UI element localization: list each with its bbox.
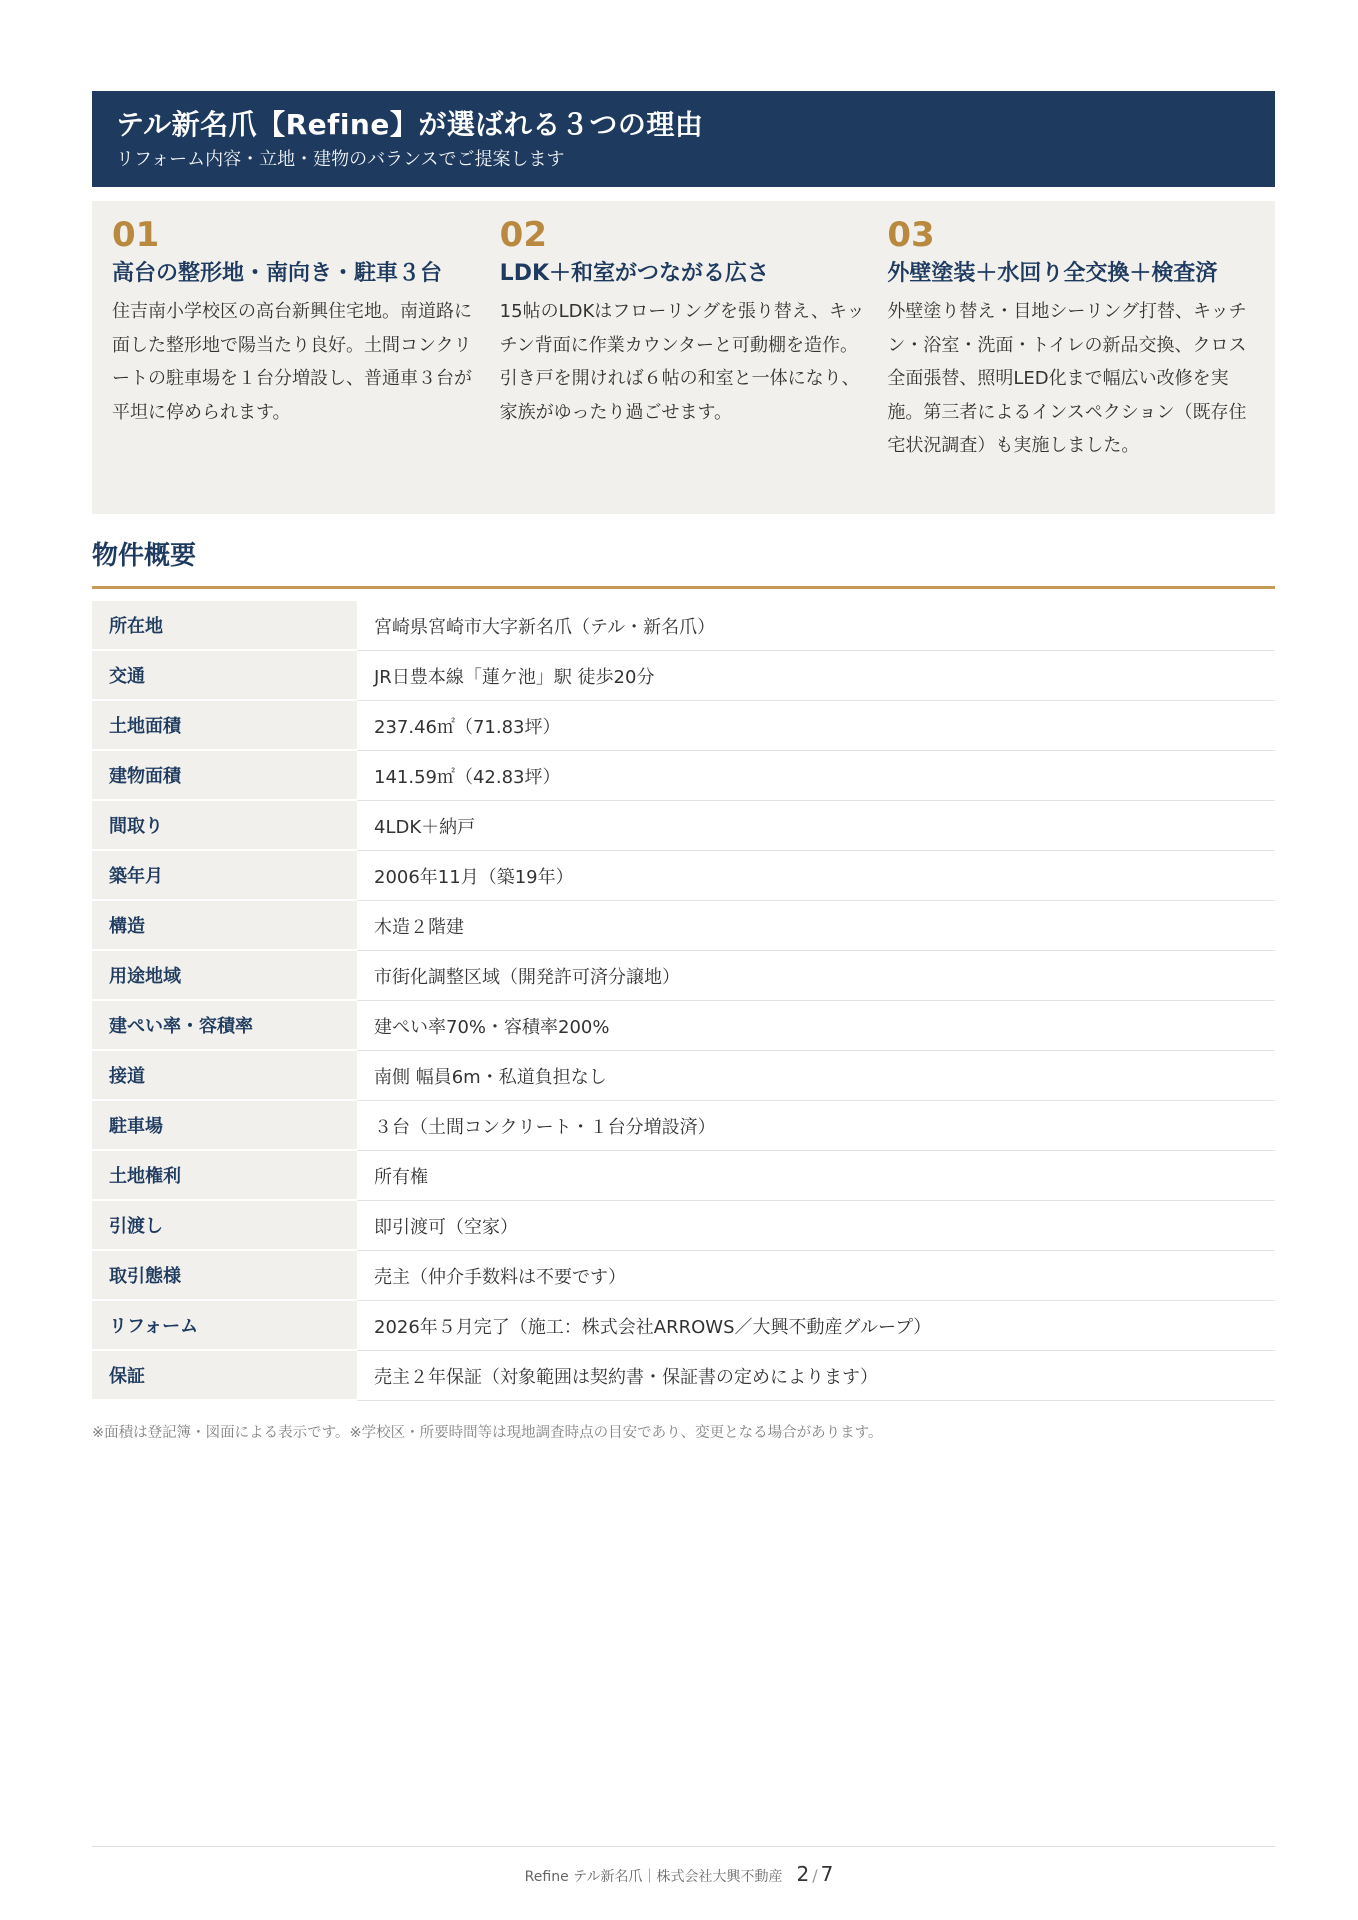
spec-label: 駐車場 — [92, 1101, 357, 1151]
spec-value: 237.46㎡（71.83坪） — [357, 701, 1275, 751]
table-row — [92, 1001, 1275, 1051]
spec-label: 構造 — [92, 901, 357, 951]
table-row — [92, 701, 1275, 751]
footnote: ※面積は登記簿・図面による表示です。※学校区・所要時間等は現地調査時点の目安であり、変更となる場合があります。 — [92, 1425, 883, 1441]
page-number — [796, 1862, 833, 1886]
reason-title: 高台の整形地・南向き・駐車３台 — [112, 261, 443, 286]
table-row — [92, 651, 1275, 701]
reason-number: 01 — [112, 215, 160, 255]
table-row — [92, 751, 1275, 801]
spec-value: 木造２階建 — [357, 901, 1275, 951]
reason-body: 住吉南小学校区の高台新興住宅地。南道路に面した整形地で陽当たり良好。土間コンクリートの駐車場を１台分増設し、普通車３台が平坦に停められます。 — [112, 301, 472, 423]
spec-value: 建ぺい率70%・容積率200% — [357, 1001, 1275, 1051]
spec-value: 4LDK＋納戸 — [357, 801, 1275, 851]
section-divider — [92, 586, 1275, 589]
footer-divider — [92, 1846, 1275, 1847]
spec-label: 建物面積 — [92, 751, 357, 801]
table-row — [92, 901, 1275, 951]
spec-label: 土地権利 — [92, 1151, 357, 1201]
spec-value: 宮崎県宮崎市大字新名爪（テル・新名爪） — [357, 601, 1275, 651]
reason-title: 外壁塗装＋水回り全交換＋検査済 — [887, 261, 1218, 286]
banner-title: テル新名爪【Refine】が選ばれる３つの理由 — [116, 108, 704, 141]
spec-label: リフォーム — [92, 1301, 357, 1351]
spec-value: JR日豊本線「蓮ケ池」駅 徒歩20分 — [357, 651, 1275, 701]
table-row — [92, 801, 1275, 851]
header-banner — [92, 91, 1275, 187]
spec-label: 取引態様 — [92, 1251, 357, 1301]
reason-number: 02 — [499, 215, 547, 255]
spec-value: 2026年５月完了（施工：株式会社ARROWS／大興不動産グループ） — [357, 1301, 1275, 1351]
reason-number: 03 — [887, 215, 935, 255]
table-row — [92, 951, 1275, 1001]
reason-body: 15帖のLDKはフローリングを張り替え、キッチン背面に作業カウンターと可動棚を造作。引き戸を開ければ６帖の和室と一体になり、家族がゆったり過ごせます。 — [499, 301, 865, 423]
table-row — [92, 1351, 1275, 1401]
reason-item — [112, 213, 500, 514]
reason-item — [500, 213, 888, 514]
reason-item — [887, 213, 1275, 514]
table-row — [92, 1301, 1275, 1351]
page-footer — [0, 1862, 1358, 1886]
footer-text: Refine テル新名爪｜株式会社大興不動産 — [524, 1869, 783, 1885]
spec-label: 引渡し — [92, 1201, 357, 1251]
spec-value: 南側 幅員6m・私道負担なし — [357, 1051, 1275, 1101]
banner-subtitle: リフォーム内容・立地・建物のバランスでご提案します — [116, 149, 565, 170]
spec-label: 接道 — [92, 1051, 357, 1101]
property-spec-table — [92, 601, 1275, 1401]
spec-value: 市街化調整区域（開発許可済分譲地） — [357, 951, 1275, 1001]
reason-title: LDK＋和室がつながる広さ — [499, 261, 770, 286]
table-row — [92, 1101, 1275, 1151]
page-separator: / — [812, 1866, 818, 1885]
page-current: 2 — [796, 1862, 810, 1886]
spec-label: 保証 — [92, 1351, 357, 1401]
spec-label: 建ぺい率・容積率 — [92, 1001, 357, 1051]
spec-value: 売主（仲介手数料は不要です） — [357, 1251, 1275, 1301]
spec-label: 用途地域 — [92, 951, 357, 1001]
spec-value: 所有権 — [357, 1151, 1275, 1201]
table-row — [92, 601, 1275, 651]
spec-label: 間取り — [92, 801, 357, 851]
spec-label: 土地面積 — [92, 701, 357, 751]
table-row — [92, 1051, 1275, 1101]
spec-value: 即引渡可（空家） — [357, 1201, 1275, 1251]
spec-value: ３台（土間コンクリート・１台分増設済） — [357, 1101, 1275, 1151]
spec-label: 築年月 — [92, 851, 357, 901]
spec-label: 所在地 — [92, 601, 357, 651]
spec-value: 売主２年保証（対象範囲は契約書・保証書の定めによります） — [357, 1351, 1275, 1401]
page-total: 7 — [820, 1862, 834, 1886]
reasons-panel — [92, 201, 1275, 514]
spec-value: 141.59㎡（42.83坪） — [357, 751, 1275, 801]
table-row — [92, 1251, 1275, 1301]
section-title: 物件概要 — [92, 541, 197, 571]
spec-value: 2006年11月（築19年） — [357, 851, 1275, 901]
spec-label: 交通 — [92, 651, 357, 701]
page — [92, 91, 1275, 1443]
reason-body: 外壁塗り替え・目地シーリング打替、キッチン・浴室・洗面・トイレの新品交換、クロス全面張替、照明LED化まで幅広い改修を実施。第三者によるインスペクション（既存住宅状況調査）も実施しました。 — [887, 301, 1247, 456]
table-row — [92, 1201, 1275, 1251]
table-row — [92, 851, 1275, 901]
table-row — [92, 1151, 1275, 1201]
